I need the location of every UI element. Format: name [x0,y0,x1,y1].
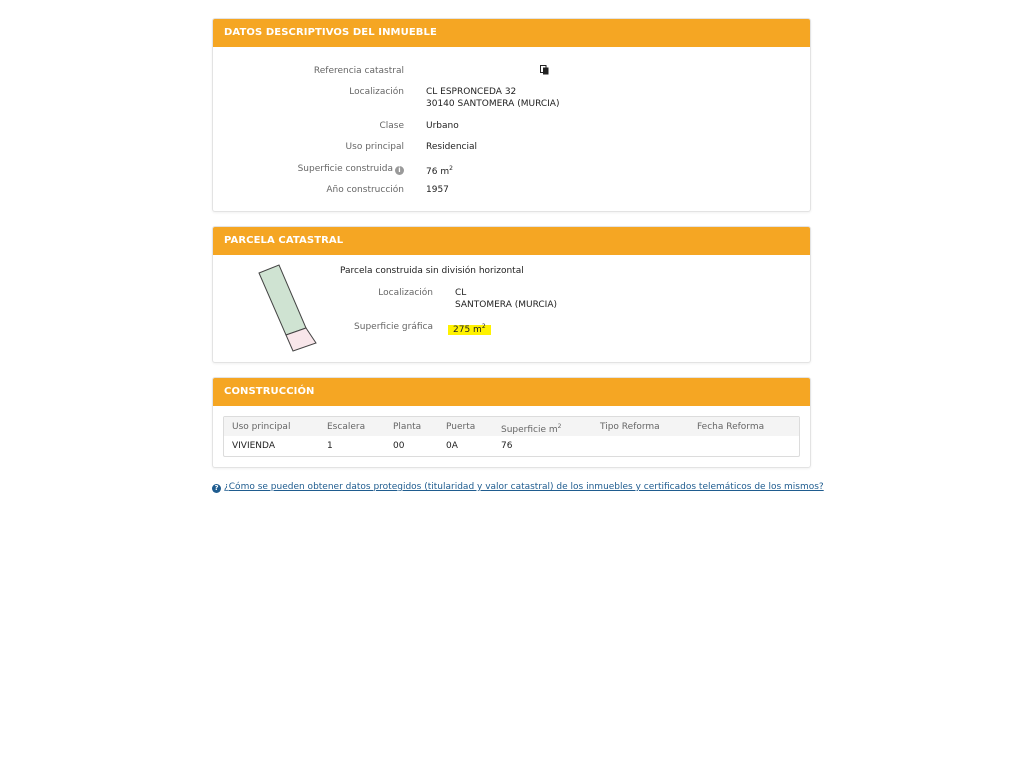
parcela-localizacion-label: Localización [378,288,433,298]
datos-protegidos-link[interactable] [212,481,824,493]
construccion-table [223,416,800,457]
referencia-catastral-label: Referencia catastral [313,66,404,76]
col-superficie-sup: 2 [557,423,562,430]
question-icon: ? [212,484,221,493]
clase-label: Clase [379,121,404,131]
anio-construccion-label: Año construcción [326,185,404,195]
uso-principal-label: Uso principal [345,142,404,152]
superficie-grafica-value [448,321,491,336]
document-copy-icon[interactable] [540,65,549,75]
superficie-construida-text: Superficie construida [297,164,393,174]
col-puerta: Puerta [446,422,476,432]
cell-planta: 00 [393,441,405,451]
datos-descriptivos-header: DATOS DESCRIPTIVOS DEL INMUEBLE [213,19,810,47]
cell-superficie: 76 [501,441,513,451]
uso-principal-value: Residencial [426,142,477,152]
parcela-localizacion-line1: CL [455,288,467,298]
parcel-map-thumbnail[interactable] [255,262,321,354]
col-escalera: Escalera [327,422,366,432]
construccion-header: CONSTRUCCIÓN [213,378,810,406]
superficie-grafica-highlight [448,325,491,335]
datos-descriptivos-panel [212,18,811,212]
superficie-grafica-label: Superficie gráfica [354,322,433,332]
parcela-catastral-header: PARCELA CATASTRAL [213,227,810,255]
cell-puerta: 0A [446,441,458,451]
clase-value: Urbano [426,121,459,131]
col-tipo-reforma: Tipo Reforma [600,422,660,432]
superficie-construida-unit-sup: 2 [449,165,453,172]
superficie-construida-label [240,163,404,175]
info-icon[interactable]: i [395,166,404,175]
col-superficie [501,421,561,436]
parcela-localizacion-line2: SANTOMERA (MURCIA) [455,300,557,310]
localizacion-line2: 30140 SANTOMERA (MURCIA) [426,99,560,109]
superficie-grafica-unit-sup: 2 [481,323,486,330]
col-planta: Planta [393,422,422,432]
parcela-tipo: Parcela construida sin división horizontal [340,266,524,276]
localizacion-label: Localización [349,87,404,97]
superficie-construida-value [426,163,453,178]
col-superficie-text: Superficie m [501,425,558,435]
col-fecha-reforma: Fecha Reforma [697,422,765,432]
datos-protegidos-link-text[interactable]: ¿Cómo se pueden obtener datos protegidos (titularidad y valor catastral) de los inmuebles y certificados telemáticos de los mismos? [224,482,824,492]
anio-construccion-value: 1957 [426,185,449,195]
localizacion-line1: CL ESPRONCEDA 32 [426,87,517,97]
superficie-construida-number: 76 m [426,167,450,177]
cell-uso-principal: VIVIENDA [232,441,275,451]
superficie-grafica-number: 275 m [453,325,482,335]
cell-escalera: 1 [327,441,333,451]
col-uso-principal: Uso principal [232,422,291,432]
